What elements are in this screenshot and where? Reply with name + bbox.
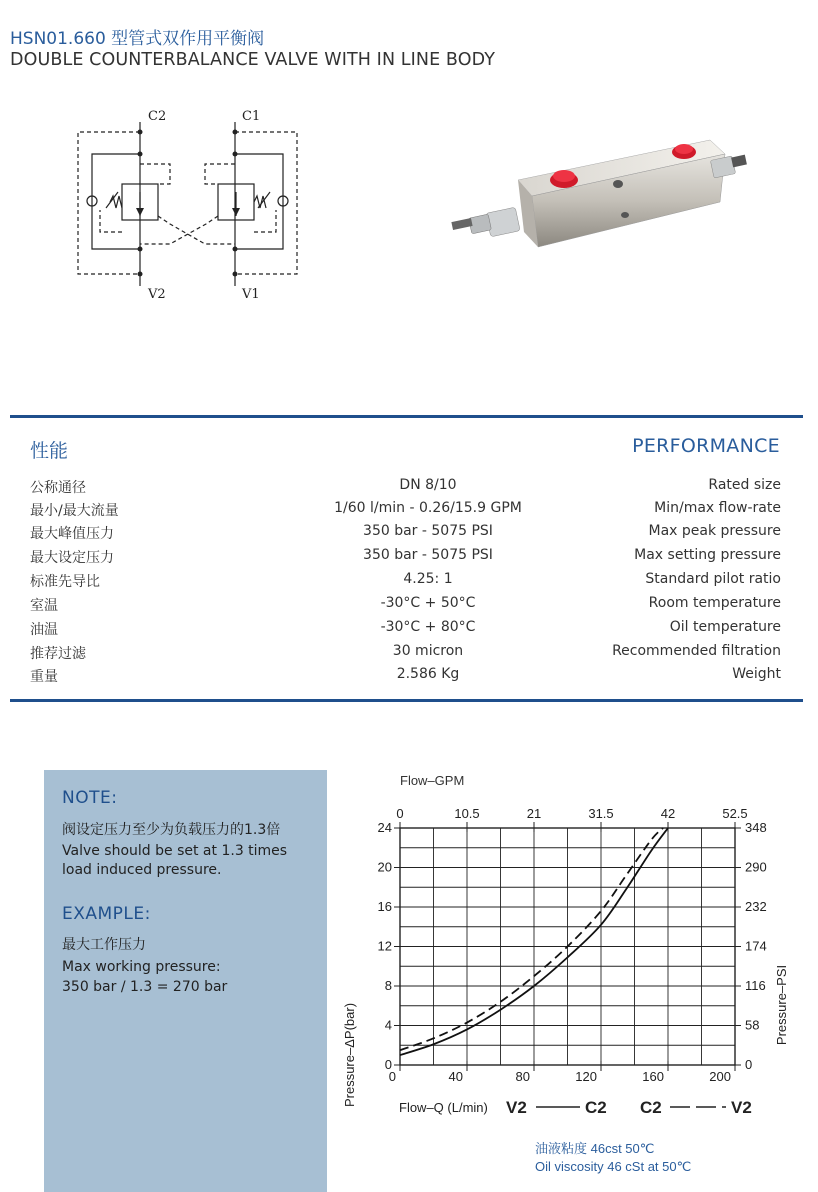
legend-dashed-to: V2 [731, 1098, 752, 1117]
x-tick-label: 80 [515, 1069, 530, 1084]
viscosity-note-en: Oil viscosity 46 cSt at 50℃ [535, 1159, 692, 1174]
y-right-tick-label: 116 [745, 978, 766, 993]
spec-value: 350 bar - 5075 PSI [363, 523, 493, 539]
spec-label-en: Rated size [708, 477, 781, 493]
spec-label-cn: 推荐过滤 [30, 646, 86, 662]
page-title-cn: HSN01.660 型管式双作用平衡阀 [10, 29, 265, 49]
spec-value: 2.586 Kg [396, 666, 460, 682]
legend-dashed-from: C2 [640, 1098, 662, 1117]
product-photo [440, 132, 750, 262]
spec-label-cn: 最大峰值压力 [30, 526, 114, 542]
y-left-tick-label: 4 [384, 1017, 392, 1033]
spec-row [30, 523, 781, 546]
y-left-tick-label: 8 [384, 978, 392, 993]
legend-solid-from: V2 [506, 1098, 527, 1117]
top-tick-label: 0 [396, 806, 404, 821]
x-axis-label: Flow–Q (L/min) [399, 1100, 488, 1115]
spec-value: -30°C + 80°C [380, 619, 476, 635]
note-box [44, 770, 327, 1192]
y-axis-label-left: Pressure–ΔP(bar) [342, 1002, 357, 1108]
flow-pressure-chart [330, 760, 790, 1180]
y-left-tick-label: 24 [377, 820, 392, 835]
top-tick-label: 52.5 [722, 806, 748, 821]
top-tick-label: 21 [526, 806, 542, 821]
spec-label-en: Room temperature [648, 595, 781, 611]
spec-label-cn: 重量 [30, 669, 58, 685]
spec-value: -30°C + 50°C [380, 595, 476, 611]
spec-label-en: Max peak pressure [648, 523, 781, 539]
note-text-en-2: load induced pressure. [62, 862, 222, 878]
spec-label-en: Max setting pressure [634, 547, 781, 563]
y-right-tick-label: 232 [745, 899, 767, 914]
port-label-c2: C2 [148, 109, 167, 124]
x-tick-label: 40 [448, 1069, 463, 1084]
y-left-tick-label: 0 [384, 1057, 392, 1072]
spec-label-en: Standard pilot ratio [645, 571, 781, 587]
port-label-v1: V1 [242, 287, 260, 302]
section-divider-bottom [10, 699, 803, 702]
spec-row [30, 500, 781, 523]
x-tick-label: 160 [642, 1069, 664, 1084]
page-title-en: DOUBLE COUNTERBALANCE VALVE WITH IN LINE BODY [10, 50, 495, 70]
performance-heading-en: PERFORMANCE [632, 435, 780, 457]
spec-value: 350 bar - 5075 PSI [363, 547, 493, 563]
hydraulic-schematic [70, 104, 310, 304]
note-heading: NOTE: [62, 788, 118, 808]
example-heading: EXAMPLE: [62, 904, 151, 924]
spec-label-cn: 油温 [30, 622, 58, 638]
section-divider-top [10, 415, 803, 418]
example-text-en-2: 350 bar / 1.3 = 270 bar [62, 979, 228, 995]
spec-label-cn: 标准先导比 [30, 574, 100, 590]
spec-label-cn: 最大设定压力 [30, 550, 114, 566]
spec-label-en: Recommended filtration [612, 643, 781, 659]
spec-value: 30 micron [392, 643, 464, 659]
spec-label-en: Oil temperature [669, 619, 781, 635]
spec-label-cn: 公称通径 [30, 480, 86, 496]
legend-solid-to: C2 [585, 1098, 607, 1117]
x-tick-label: 200 [709, 1069, 731, 1084]
viscosity-note-cn: 油液粘度 46cst 50℃ [535, 1141, 655, 1156]
performance-heading-cn: 性能 [30, 440, 69, 462]
y-right-tick-label: 174 [745, 938, 767, 954]
top-tick-label: 42 [660, 806, 676, 821]
y-left-tick-label: 16 [377, 899, 392, 914]
series-line-c2-v2 [400, 828, 663, 1050]
spec-row [30, 595, 781, 618]
note-text-cn: 阀设定压力至少为负载压力的1.3倍 [62, 822, 281, 838]
chart-title: Flow–GPM [400, 773, 465, 788]
example-text-cn: 最大工作压力 [62, 937, 146, 953]
y-right-tick-label: 348 [745, 820, 767, 835]
spec-row [30, 477, 781, 500]
spec-label-en: Weight [732, 666, 781, 682]
x-tick-label: 120 [575, 1069, 597, 1084]
spec-label-cn: 最小/最大流量 [30, 503, 119, 519]
y-left-tick-label: 12 [377, 938, 392, 954]
spec-row [30, 571, 781, 594]
spec-value: DN 8/10 [399, 477, 457, 493]
port-label-c1: C1 [242, 109, 261, 124]
y-left-tick-label: 20 [377, 859, 392, 875]
x-tick-label: 0 [388, 1069, 396, 1084]
y-axis-label-right: Pressure–PSI [774, 964, 789, 1046]
port-label-v2: V2 [148, 287, 166, 302]
y-right-tick-label: 290 [745, 859, 767, 875]
note-text-en-1: Valve should be set at 1.3 times [62, 843, 288, 859]
example-text-en-1: Max working pressure: [62, 959, 221, 975]
spec-row [30, 619, 781, 642]
spec-value: 1/60 l/min - 0.26/15.9 GPM [334, 500, 522, 516]
spec-label-en: Min/max flow-rate [654, 500, 781, 516]
y-right-tick-label: 58 [745, 1017, 760, 1033]
top-tick-label: 31.5 [588, 806, 614, 821]
spec-row [30, 666, 781, 689]
spec-label-cn: 室温 [30, 598, 58, 614]
spec-row [30, 643, 781, 666]
y-right-tick-label: 0 [745, 1057, 753, 1072]
spec-value: 4.25: 1 [403, 571, 453, 587]
spec-row [30, 547, 781, 570]
top-tick-label: 10.5 [454, 806, 480, 821]
